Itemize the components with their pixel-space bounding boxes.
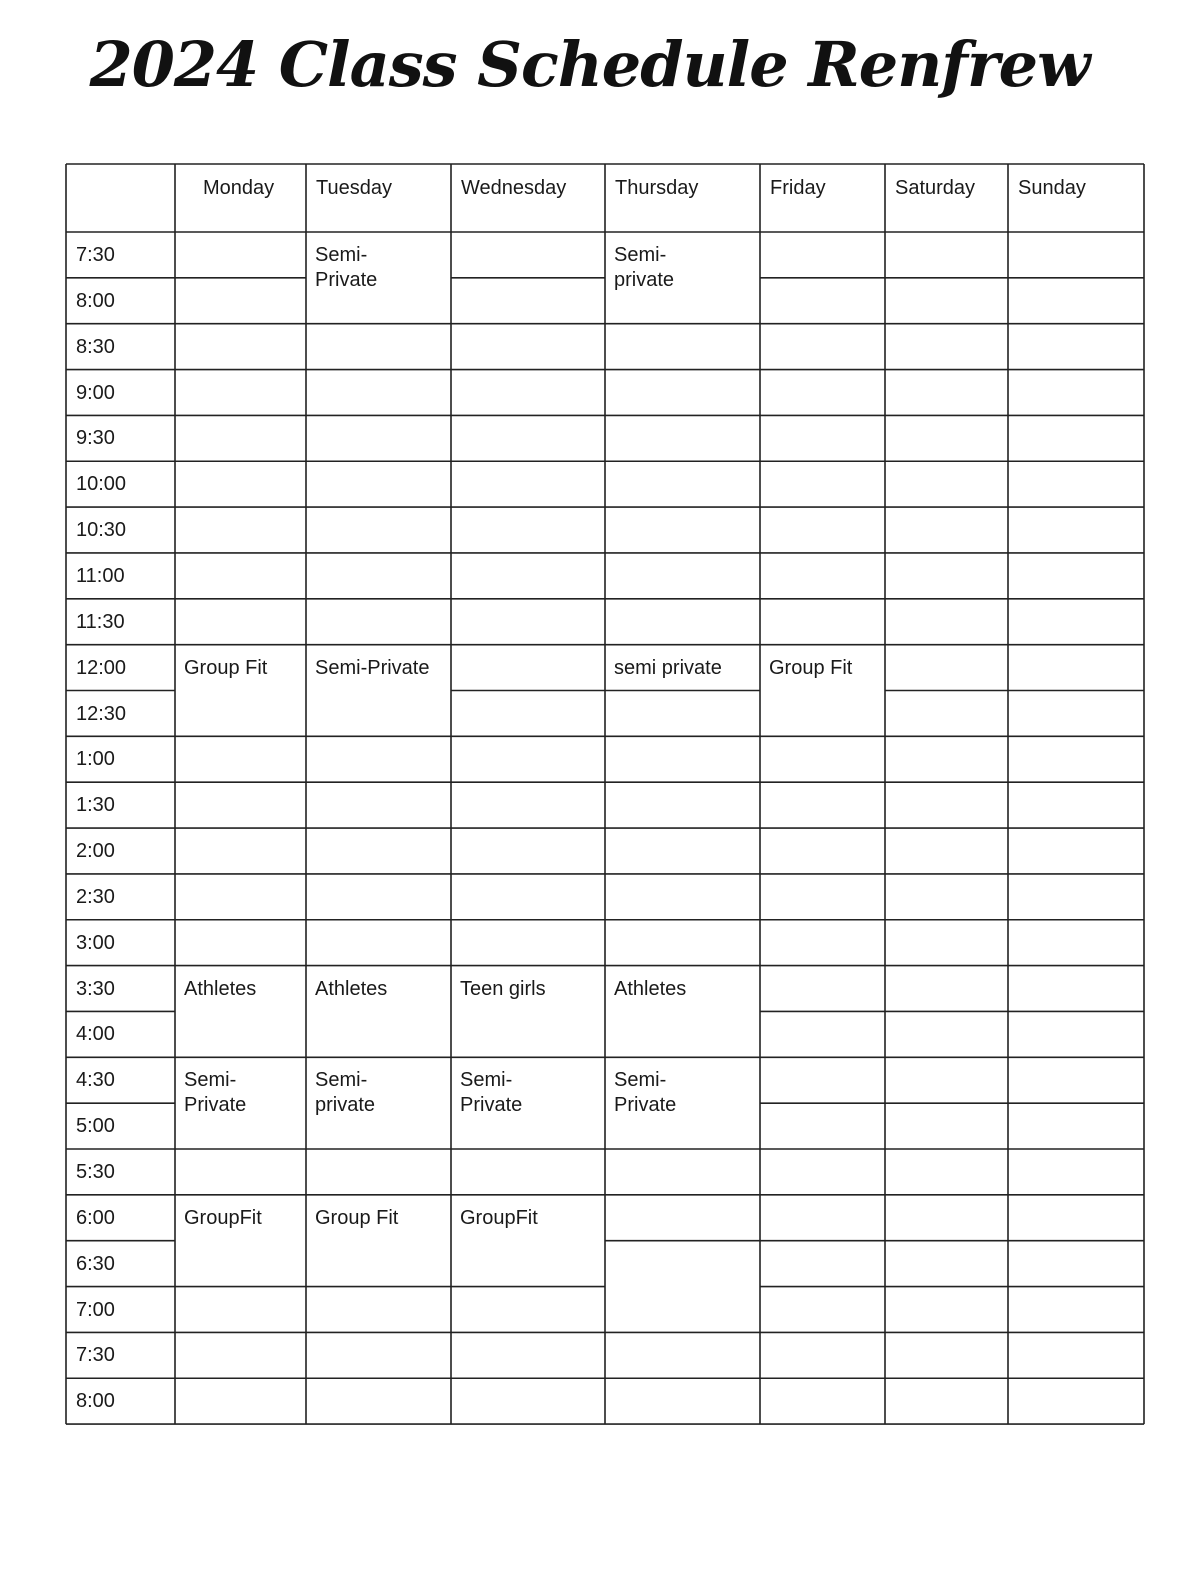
class-entry: Semi- Private [184,1069,247,1117]
time-label: 4:00 [76,1023,115,1046]
time-label: 3:00 [76,931,115,954]
time-label: 2:00 [76,840,115,863]
class-entry: Semi- Private [614,1069,677,1117]
class-entry: Athletes [614,977,687,1000]
day-header: Saturday [895,177,976,199]
class-entry: Athletes [184,977,257,1000]
class-entry: Group Fit [769,656,853,679]
day-header: Tuesday [316,177,392,199]
time-label: 9:00 [76,381,115,404]
time-label: 7:30 [76,244,115,266]
class-entry: semi private [614,656,722,679]
class-entry: Teen girls [460,977,546,1000]
time-label: 4:30 [76,1069,115,1092]
day-header: Wednesday [461,177,567,199]
time-label: 11:30 [76,610,125,633]
time-label: 7:00 [76,1298,115,1321]
time-label: 8:00 [76,289,115,312]
class-entry: Semi- private [315,1069,376,1117]
day-header: Thursday [615,177,699,199]
time-label: 12:00 [76,656,127,679]
class-entry: Athletes [315,977,388,1000]
class-entry: Group Fit [184,656,268,679]
time-label: 5:30 [76,1161,115,1183]
time-label: 1:00 [76,748,115,771]
class-entry: Group Fit [315,1206,399,1229]
time-label: 5:00 [76,1115,115,1138]
time-label: 7:30 [76,1344,115,1367]
time-label: 1:30 [76,794,115,817]
time-label: 12:30 [76,702,127,725]
class-entry: Semi- private [614,244,675,291]
class-entry: GroupFit [460,1206,538,1229]
time-label: 8:00 [76,1390,115,1413]
day-header: Friday [770,177,826,199]
day-header: Monday [203,177,275,199]
time-label: 6:00 [76,1206,115,1229]
time-label: 8:30 [76,335,115,358]
class-entry: GroupFit [184,1206,262,1229]
time-label: 9:30 [76,427,115,450]
time-label: 10:30 [76,519,127,542]
time-label: 2:30 [76,885,115,908]
day-header: Sunday [1018,177,1086,199]
time-label: 11:00 [76,564,125,587]
time-label: 3:30 [76,977,115,1000]
time-label: 10:00 [76,473,127,496]
class-entry: Semi- Private [315,244,378,291]
class-entry: Semi-Private [315,656,430,679]
page-title: 2024 Class Schedule Renfrew [89,28,1090,101]
time-label: 6:30 [76,1252,115,1275]
class-entry: Semi- Private [460,1069,523,1117]
